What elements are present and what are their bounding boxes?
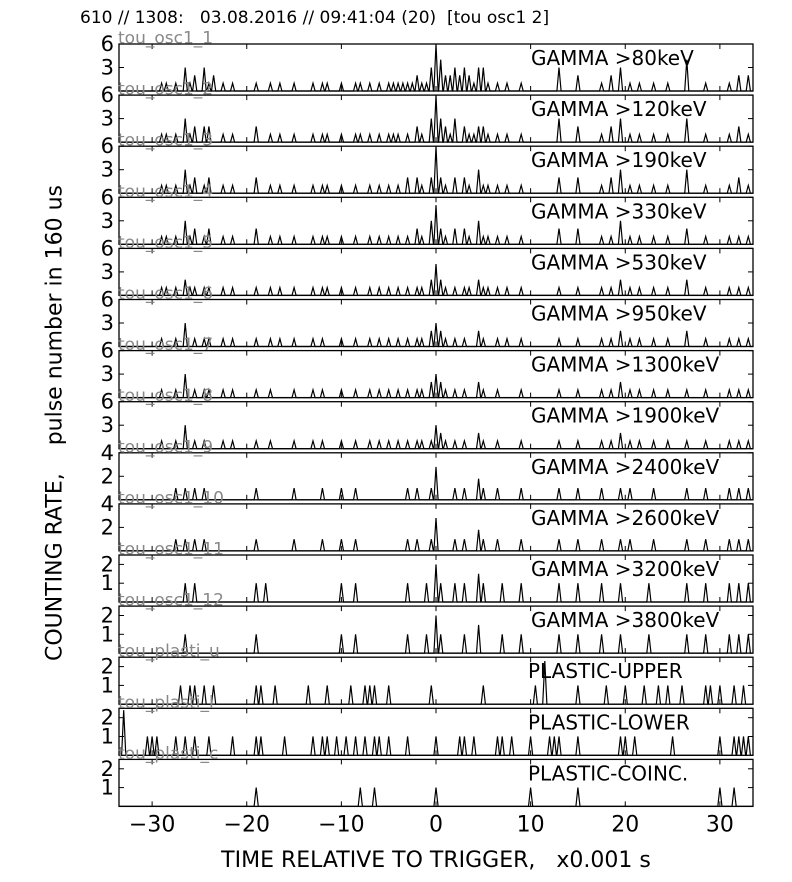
channel-name: tou_osc1_12 — [118, 590, 224, 611]
channel-name: tou_osc1_2 — [118, 79, 214, 100]
panel-label: GAMMA >3800keV — [531, 608, 720, 633]
x-tick-label: 0 — [429, 812, 443, 838]
x-tick-label: 10 — [516, 812, 545, 838]
y-axis-label: COUNTING RATE, pulse number in 160 us — [42, 184, 68, 662]
y-tick-label: 1 — [100, 775, 114, 800]
y-tick-label: 3 — [100, 55, 114, 80]
y-tick-label: 2 — [100, 515, 114, 540]
panel-label: GAMMA >530keV — [531, 250, 707, 275]
x-tick-label: −20 — [223, 812, 270, 838]
channel-name: tou_osc1_6 — [118, 284, 214, 304]
y-tick-label: 6 — [100, 32, 114, 56]
x-tick-label: 20 — [611, 812, 640, 838]
panel-label: GAMMA >1300keV — [531, 352, 720, 377]
channel-name: tou_osc1_11 — [118, 539, 224, 560]
y-tick-label: 4 — [100, 491, 114, 516]
channel-name: tou_osc1_9 — [118, 437, 214, 458]
x-axis-label: TIME RELATIVE TO TRIGGER, x0.001 s — [221, 848, 651, 873]
y-tick-label: 2 — [100, 603, 114, 628]
panel-label: GAMMA >190keV — [531, 148, 707, 173]
y-tick-label: 3 — [100, 311, 114, 335]
panel-label: GAMMA >2600keV — [531, 505, 720, 530]
y-tick-label: 3 — [100, 259, 114, 284]
y-tick-label: 2 — [100, 464, 114, 489]
y-tick-label: 6 — [100, 134, 114, 159]
channel-name: tou_osc1_7 — [118, 335, 214, 356]
panel-label: GAMMA >120keV — [531, 97, 707, 122]
y-tick-label: 2 — [100, 756, 114, 781]
y-tick-label: 6 — [100, 83, 114, 108]
panel-label: GAMMA >2400keV — [531, 454, 720, 479]
panel-15 — [101, 744, 753, 807]
y-tick-label: 6 — [100, 287, 114, 312]
y-tick-label: 3 — [100, 413, 114, 438]
channel-name: tou_osc1_8 — [118, 386, 214, 407]
y-tick-label: 3 — [100, 208, 114, 233]
panel-label: GAMMA >3200keV — [531, 557, 720, 581]
channel-name: tou_osc1_5 — [118, 232, 214, 253]
chart-title: 610 // 1308: 03.08.2016 // 09:41:04 (20) [tou osc1 2] — [80, 8, 550, 28]
y-tick-label: 1 — [100, 622, 114, 647]
y-tick-label: 1 — [100, 724, 114, 749]
y-tick-label: 1 — [100, 571, 114, 596]
y-tick-label: 4 — [100, 440, 114, 465]
y-tick-label: 2 — [100, 705, 114, 730]
channel-name: tou_plasti_c — [118, 743, 219, 764]
panel-label: PLASTIC-COINC. — [528, 761, 689, 786]
channel-name: tou_plasti_l — [118, 692, 214, 713]
channel-name: tou_osc1_1 — [118, 28, 214, 49]
channel-name: tou_plasti_u — [118, 641, 220, 662]
y-tick-label: 3 — [100, 157, 114, 182]
x-axis — [129, 812, 734, 837]
panel-label: PLASTIC-UPPER — [528, 659, 683, 684]
y-tick-label: 1 — [100, 673, 114, 698]
y-tick-label: 6 — [100, 185, 114, 210]
panel-label: GAMMA >330keV — [531, 199, 707, 224]
panel-label: GAMMA >80keV — [531, 46, 694, 70]
y-tick-label: 6 — [100, 338, 114, 363]
y-tick-label: 3 — [100, 362, 114, 387]
y-tick-label: 2 — [100, 552, 114, 577]
x-tick-label: 30 — [705, 812, 734, 838]
panel-label: GAMMA >950keV — [531, 301, 707, 326]
y-tick-label: 3 — [100, 106, 114, 131]
channel-name: tou_osc1_3 — [118, 130, 214, 151]
panel-label: PLASTIC-LOWER — [528, 710, 690, 735]
x-tick-label: −10 — [318, 812, 365, 838]
y-tick-label: 2 — [100, 654, 114, 679]
y-tick-label: 6 — [100, 236, 114, 261]
panel-label: GAMMA >1900keV — [531, 403, 720, 428]
channel-name: tou_osc1_10 — [118, 488, 224, 509]
x-tick-label: −30 — [128, 812, 176, 838]
channel-name: tou_osc1_4 — [118, 181, 214, 202]
y-tick-label: 6 — [100, 389, 114, 414]
